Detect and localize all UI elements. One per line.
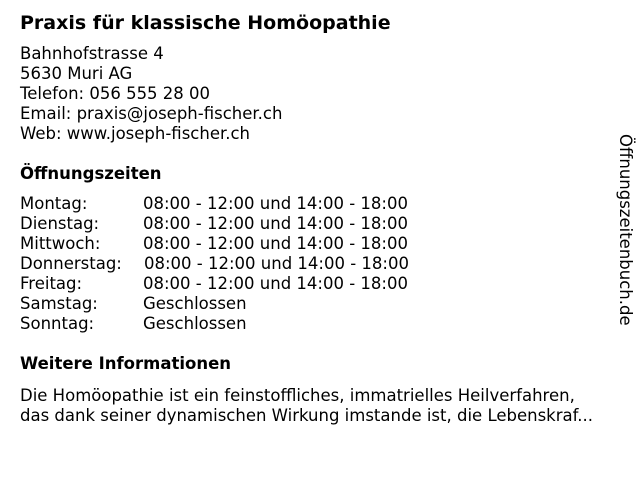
hours-day: Sonntag: bbox=[20, 314, 95, 333]
hours-table bbox=[20, 194, 620, 334]
address-block bbox=[20, 44, 620, 144]
web-line: Web: www.joseph-fischer.ch bbox=[20, 124, 251, 143]
hours-time: 08:00 - 12:00 und 14:00 - 18:00 bbox=[143, 234, 408, 253]
hours-time: Geschlossen bbox=[143, 294, 247, 313]
hours-heading: Öffnungszeiten bbox=[20, 164, 162, 183]
hours-day: Dienstag: bbox=[20, 214, 100, 233]
hours-time: 08:00 - 12:00 und 14:00 - 18:00 bbox=[143, 274, 408, 293]
hours-row-wednesday bbox=[20, 234, 620, 254]
hours-row-friday bbox=[20, 274, 620, 294]
practice-card bbox=[20, 10, 620, 426]
hours-row-monday bbox=[20, 194, 620, 214]
info-line: Die Homöopathie ist ein feinstoffliches, immatrielles Heilverfahren, bbox=[20, 386, 575, 405]
hours-row-saturday bbox=[20, 294, 620, 314]
watermark-text: Öffnungszeitenbuch.de bbox=[616, 134, 635, 326]
hours-day: Samstag: bbox=[20, 294, 98, 313]
hours-day: Freitag: bbox=[20, 274, 83, 293]
address-street: Bahnhofstrasse 4 bbox=[20, 44, 164, 63]
hours-time: Geschlossen bbox=[143, 314, 247, 333]
email-line: Email: praxis@joseph-fischer.ch bbox=[20, 104, 283, 123]
hours-time: 08:00 - 12:00 und 14:00 - 18:00 bbox=[143, 194, 408, 213]
hours-row-tuesday bbox=[20, 214, 620, 234]
phone-line: Telefon: 056 555 28 00 bbox=[20, 84, 211, 103]
hours-row-thursday bbox=[20, 254, 620, 274]
hours-time: 08:00 - 12:00 und 14:00 - 18:00 bbox=[143, 214, 408, 233]
info-line: das dank seiner dynamischen Wirkung imstande ist, die Lebenskraf... bbox=[20, 406, 593, 425]
address-city: 5630 Muri AG bbox=[20, 64, 133, 83]
practice-name: Praxis für klassische Homöopathie bbox=[20, 12, 391, 34]
info-text bbox=[20, 386, 620, 426]
hours-time: 08:00 - 12:00 und 14:00 - 18:00 bbox=[144, 254, 409, 273]
info-heading: Weitere Informationen bbox=[20, 354, 232, 373]
hours-day: Donnerstag: bbox=[20, 254, 122, 273]
hours-row-sunday bbox=[20, 314, 620, 334]
hours-day: Mittwoch: bbox=[20, 234, 101, 253]
hours-day: Montag: bbox=[20, 194, 88, 213]
